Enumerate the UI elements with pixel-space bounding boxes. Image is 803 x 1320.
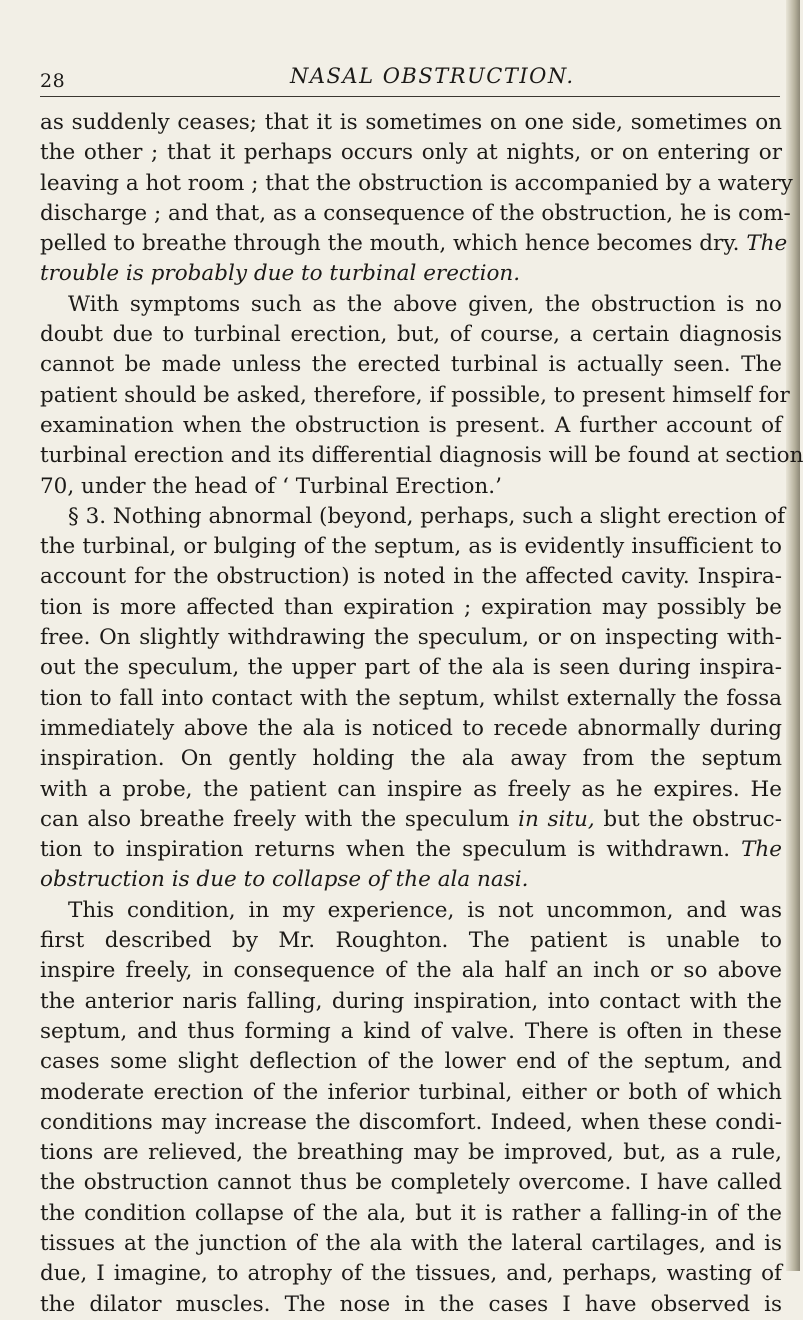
line-text: tions are relieved, the breathing may be improved, but, as a rule,: [40, 1140, 782, 1166]
text-line: [40, 1229, 782, 1259]
italic-text: The: [746, 231, 788, 257]
italic-text: trouble is probably due to turbinal erection.: [40, 261, 521, 287]
text-line: [40, 714, 782, 744]
text-line: [40, 956, 782, 986]
text-line: [40, 199, 791, 229]
line-text: § 3. Nothing abnormal (beyond, perhaps, such a slight erection of: [68, 503, 786, 529]
line-text: free. On slightly withdrawing the speculum, or on inspecting with-: [40, 625, 782, 651]
text-line: [40, 1017, 782, 1047]
line-text: conditions may increase the discomfort. Indeed, when these condi-: [40, 1109, 782, 1135]
line-text: This condition, in my experience, is not uncommon, and was: [68, 897, 782, 923]
text-line: [40, 502, 786, 532]
line-text: discharge ; and that, as a consequence of the obstruction, he is com-: [40, 200, 791, 226]
line-text: septum, and thus forming a kind of valve. There is often in these: [40, 1018, 782, 1044]
line-text: examination when the obstruction is present. A further account of: [40, 412, 782, 438]
text-line: [40, 1259, 782, 1289]
line-text: turbinal erection and its differential diagnosis will be found at section: [40, 443, 803, 469]
text-line: [40, 744, 782, 774]
text-line: [40, 1168, 782, 1198]
line-text: the anterior naris falling, during inspiration, into contact with the: [40, 988, 782, 1014]
line-text: inspiration. On gently holding the ala away from the septum: [40, 746, 782, 772]
line-text: patient should be asked, therefore, if possible, to present himself for: [40, 382, 790, 408]
page-header: [40, 62, 780, 97]
line-text: With symptoms such as the above given, the obstruction is no: [68, 291, 782, 317]
text-line: [40, 381, 790, 411]
italic-text: The: [741, 837, 782, 863]
line-text: the turbinal, or bulging of the septum, as is evidently insufficient to: [40, 534, 782, 560]
line-text: leaving a hot room ; that the obstruction is accompanied by a watery: [40, 170, 793, 196]
text-line: [40, 926, 782, 956]
text-line: [40, 138, 782, 168]
text-line: [40, 441, 803, 471]
text-line: [40, 472, 782, 502]
line-text: cases some slight deflection of the lower end of the septum, and: [40, 1049, 782, 1075]
text-line: [40, 593, 782, 623]
line-text: first described by Mr. Roughton. The patient is unable to: [40, 928, 782, 954]
line-text: inspire freely, in consequence of the ala half an inch or so above: [40, 958, 782, 984]
text-line: [40, 1047, 782, 1077]
text-line: [40, 896, 782, 926]
text-line: [40, 653, 782, 683]
text-line: [40, 805, 782, 835]
text-line: [40, 1290, 782, 1320]
line-text: due, I imagine, to atrophy of the tissues, and, perhaps, wasting of: [40, 1261, 782, 1287]
text-line: [40, 259, 782, 289]
running-head: NASAL OBSTRUCTION.: [290, 64, 575, 88]
text-line: [40, 562, 782, 592]
body-text: [40, 108, 803, 1320]
text-line: [40, 350, 782, 380]
line-text: but the obstruc-: [603, 806, 782, 832]
line-text: the obstruction cannot thus be completely overcome. I have called: [40, 1170, 782, 1196]
text-line: [40, 108, 782, 138]
line-text: immediately above the ala is noticed to recede abnormally during: [40, 715, 782, 741]
text-line: [40, 623, 782, 653]
text-line: [40, 532, 782, 562]
line-text: the condition collapse of the ala, but it is rather a falling-in of the: [40, 1200, 782, 1226]
text-line: [40, 1108, 782, 1138]
text-line: [40, 290, 782, 320]
line-text: the other ; that it perhaps occurs only at nights, or on entering or: [40, 140, 782, 166]
line-text: tion to fall into contact with the septum, whilst externally the fossa: [40, 685, 782, 711]
text-line: [40, 229, 788, 259]
text-line: [40, 169, 793, 199]
line-text: with a probe, the patient can inspire as freely as he expires. He: [40, 776, 782, 802]
line-text: the dilator muscles. The nose in the cases I have observed is: [40, 1291, 782, 1317]
text-line: [40, 835, 782, 865]
text-line: [40, 320, 782, 350]
line-text: tion to inspiration returns when the speculum is withdrawn.: [40, 837, 731, 863]
text-line: [40, 684, 782, 714]
line-text: pelled to breathe through the mouth, which hence becomes dry.: [40, 231, 740, 257]
line-text: can also breathe freely with the speculum: [40, 806, 510, 832]
line-text: account for the obstruction) is noted in the affected cavity. Inspira-: [40, 564, 782, 590]
text-line: [40, 775, 782, 805]
text-line: [40, 1138, 782, 1168]
line-text: tissues at the junction of the ala with the lateral cartilages, and is: [40, 1230, 782, 1256]
text-line: [40, 411, 782, 441]
text-line: [40, 865, 782, 895]
italic-text: in situ,: [518, 806, 595, 832]
line-text: 70, under the head of ‘ Turbinal Erection.’: [40, 473, 502, 499]
line-text: as suddenly ceases; that it is sometimes on one side, sometimes on: [40, 110, 782, 135]
line-text: tion is more affected than expiration ; expiration may possibly be: [40, 594, 782, 620]
line-text: doubt due to turbinal erection, but, of course, a certain diagnosis: [40, 322, 782, 348]
line-text: moderate erection of the inferior turbinal, either or both of which: [40, 1079, 782, 1105]
text-line: [40, 1078, 782, 1108]
line-text: out the speculum, the upper part of the ala is seen during inspira-: [40, 655, 782, 681]
page-number: 28: [40, 70, 66, 92]
text-line: [40, 987, 782, 1017]
italic-text: obstruction is due to collapse of the ala nasi.: [40, 867, 529, 893]
line-text: cannot be made unless the erected turbinal is actually seen. The: [40, 352, 782, 378]
text-line: [40, 1199, 782, 1229]
